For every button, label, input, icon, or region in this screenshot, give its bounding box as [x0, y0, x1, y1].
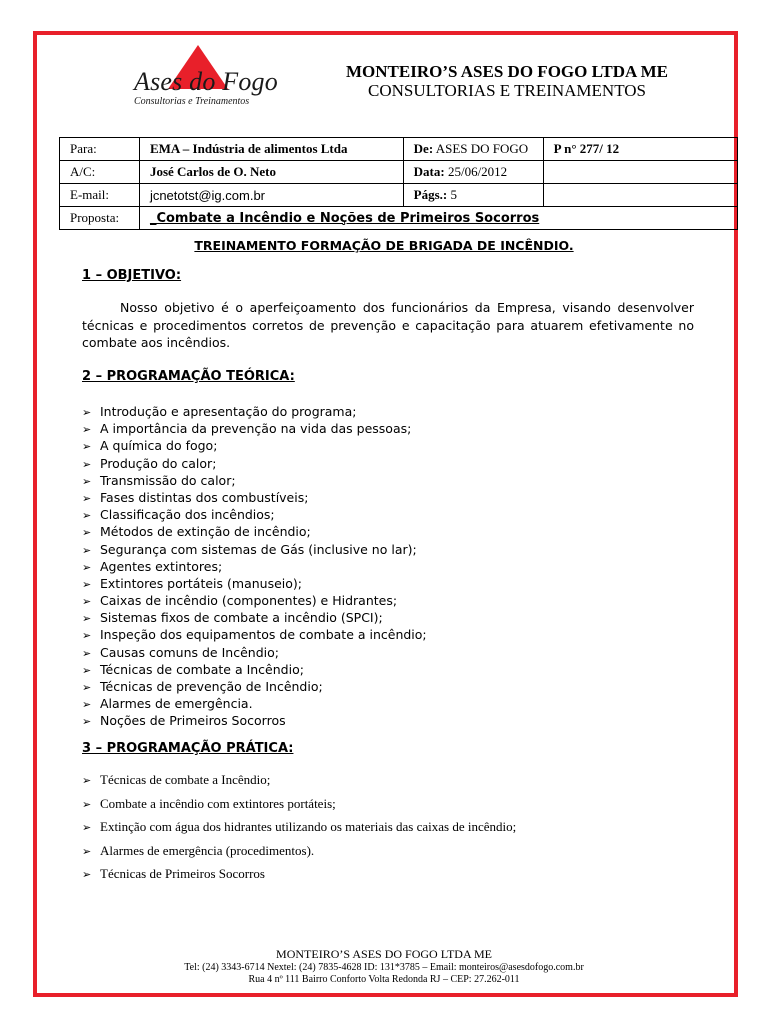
empty-cell: [543, 161, 737, 184]
arrow-bullet-icon: ➢: [82, 612, 92, 626]
list-item-text: Alarmes de emergência (procedimentos).: [100, 842, 315, 858]
data-value: 25/06/2012: [447, 164, 508, 179]
empty-cell: [543, 184, 737, 207]
list-item: [82, 661, 427, 678]
list-item-text: Inspeção dos equipamentos de combate a incêndio;: [100, 627, 427, 643]
list-item-text: Caixas de incêndio (componentes) e Hidrantes;: [100, 593, 398, 609]
list-item-text: Técnicas de prevenção de Incêndio;: [100, 679, 323, 694]
list-item: [82, 862, 516, 886]
email-label: E-mail:: [60, 184, 140, 207]
list-item-text: Causas comuns de Incêndio;: [100, 644, 279, 660]
list-item-text: Combate a incêndio com extintores portáteis;: [100, 795, 336, 811]
arrow-bullet-icon: ➢: [82, 595, 92, 609]
document-title: TREINAMENTO FORMAÇÃO DE BRIGADA DE INCÊNDIO.: [194, 238, 574, 253]
section-heading-pratica: 3 – PROGRAMAÇÃO PRÁTICA:: [82, 741, 294, 756]
list-item-text: Segurança com sistemas de Gás (inclusive no lar);: [100, 541, 417, 557]
list-item: [82, 523, 427, 540]
list-item: [82, 678, 427, 695]
list-item-text: Técnicas de combate a Incêndio;: [100, 661, 304, 677]
list-item-text: Técnicas de combate a Incêndio;: [100, 772, 271, 787]
list-item: [82, 644, 427, 661]
logo-name: Ases do Fogo: [134, 67, 278, 96]
list-item-text: Alarmes de emergência.: [100, 696, 253, 712]
list-item: [82, 768, 516, 792]
para-value: EMA – Indústria de alimentos Ltda: [139, 138, 403, 161]
list-item-text: Sistemas fixos de combate a incêndio (SPCI);: [100, 610, 383, 626]
list-item-text: Classificação dos incêndios;: [100, 507, 275, 523]
list-item: [82, 575, 427, 592]
company-subtitle: CONSULTORIAS E TREINAMENTOS: [367, 81, 647, 100]
proposta-value: _Combate a Incêndio e Noções de Primeiros Socorros: [139, 207, 737, 230]
list-item-text: Transmissão do calor;: [100, 472, 236, 488]
list-item: [82, 712, 427, 729]
list-item: [82, 506, 427, 523]
list-item-text: Agentes extintores;: [100, 558, 223, 574]
para-label: Para:: [60, 138, 140, 161]
list-item-text: Noções de Primeiros Socorros: [100, 713, 286, 729]
list-item-text: Introdução e apresentação do programa;: [100, 404, 357, 419]
theory-list: [82, 403, 427, 730]
arrow-bullet-icon: ➢: [82, 869, 92, 881]
pn-label: P n°: [553, 141, 577, 156]
list-item: [82, 455, 427, 472]
proposta-label: Proposta:: [60, 207, 140, 230]
pn-cell: [543, 138, 737, 161]
arrow-bullet-icon: ➢: [82, 406, 92, 419]
arrow-bullet-icon: ➢: [82, 457, 92, 471]
list-item-text: Extintores portáteis (manuseio);: [100, 575, 302, 591]
list-item-text: Produção do calor;: [100, 455, 217, 471]
ac-value: José Carlos de O. Neto: [139, 161, 403, 184]
list-item: [82, 609, 427, 626]
arrow-bullet-icon: ➢: [82, 845, 92, 858]
arrow-bullet-icon: ➢: [82, 543, 92, 557]
de-label: De:: [413, 141, 434, 156]
arrow-bullet-icon: ➢: [82, 646, 92, 660]
company-logo: [118, 45, 278, 115]
arrow-bullet-icon: ➢: [82, 629, 92, 643]
data-label: Data:: [413, 164, 445, 179]
pn-value: 277/ 12: [579, 141, 620, 156]
footer-contact: Tel: (24) 3343-6714 Nextel: (24) 7835-4628 ID: 131*3785 – Email: monteiros@asesdofogo.com.br: [184, 962, 584, 973]
list-item-text: Técnicas de Primeiros Socorros: [100, 866, 265, 881]
list-item: [82, 695, 427, 712]
ac-label: A/C:: [60, 161, 140, 184]
arrow-bullet-icon: ➢: [82, 491, 92, 505]
pags-value: 5: [450, 187, 457, 202]
list-item: [82, 792, 516, 816]
de-value: ASES DO FOGO: [435, 141, 529, 156]
list-item: [82, 403, 427, 420]
arrow-bullet-icon: ➢: [82, 526, 92, 540]
arrow-bullet-icon: ➢: [82, 423, 92, 437]
list-item: [82, 626, 427, 643]
list-item-text: Métodos de extinção de incêndio;: [100, 524, 311, 540]
arrow-bullet-icon: ➢: [82, 509, 92, 523]
pags-label: Págs.:: [413, 187, 448, 202]
arrow-bullet-icon: ➢: [82, 698, 92, 712]
arrow-bullet-icon: ➢: [82, 681, 92, 694]
data-cell: [403, 161, 543, 184]
arrow-bullet-icon: ➢: [82, 775, 92, 787]
list-item: [82, 489, 427, 506]
objetivo-paragraph: Nosso objetivo é o aperfeiçoamento dos funcionários da Empresa, visando desenvolver técnicas e procedimentos corretos de prevenção e capacitação para atuarem efetivamente no combate aos incêndios.: [82, 300, 694, 350]
email-value[interactable]: jcnetotst@ig.com.br: [139, 184, 403, 207]
list-item-text: Extinção com água dos hidrantes utilizando os materiais das caixas de incêndio;: [100, 819, 517, 834]
list-item: [82, 541, 427, 558]
arrow-bullet-icon: ➢: [82, 822, 92, 834]
list-item: [82, 839, 516, 863]
arrow-bullet-icon: ➢: [82, 474, 92, 488]
company-name: MONTEIRO’S ASES DO FOGO LTDA ME: [346, 62, 668, 81]
list-item: [82, 592, 427, 609]
arrow-bullet-icon: ➢: [82, 440, 92, 454]
arrow-bullet-icon: ➢: [82, 715, 92, 729]
arrow-bullet-icon: ➢: [82, 663, 92, 677]
list-item: [82, 815, 516, 839]
list-item-text: A importância da prevenção na vida das pessoas;: [100, 421, 412, 437]
arrow-bullet-icon: ➢: [82, 560, 92, 574]
list-item: [82, 472, 427, 489]
arrow-bullet-icon: ➢: [82, 577, 92, 591]
pags-cell: [403, 184, 543, 207]
section-heading-objetivo: 1 – OBJETIVO:: [82, 268, 182, 283]
arrow-bullet-icon: ➢: [82, 798, 92, 811]
list-item: [82, 420, 427, 437]
footer-company: MONTEIRO’S ASES DO FOGO LTDA ME: [276, 947, 492, 961]
list-item: [82, 437, 427, 454]
header-table: [59, 137, 738, 230]
section-heading-teorica: 2 – PROGRAMAÇÃO TEÓRICA:: [82, 369, 295, 384]
list-item-text: Fases distintas dos combustíveis;: [100, 489, 309, 505]
practice-list: [82, 768, 516, 886]
list-item: [82, 558, 427, 575]
list-item-text: A química do fogo;: [100, 438, 218, 454]
footer-address: Rua 4 nº 111 Bairro Conforto Volta Redonda RJ – CEP: 27.262-011: [248, 974, 520, 985]
de-cell: [403, 138, 543, 161]
logo-subtitle: Consultorias e Treinamentos: [134, 96, 250, 107]
